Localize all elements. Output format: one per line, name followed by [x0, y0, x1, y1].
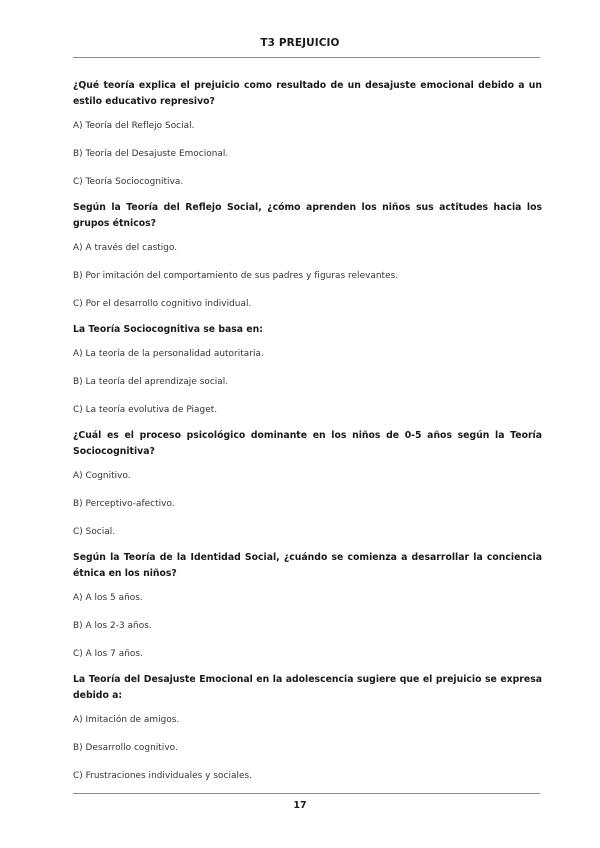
answer-option: A) Imitación de amigos.: [73, 715, 180, 725]
question-list: [73, 78, 542, 794]
answer-option: A) Cognitivo.: [73, 471, 131, 481]
question-text: Según la Teoría del Reflejo Social, ¿cómo aprenden los niños sus actitudes hacia los grupos étnicos?: [73, 202, 542, 229]
question-block: [73, 428, 542, 538]
answer-option: A) A los 5 años.: [73, 593, 143, 603]
answer-option: C) Teoría Sociocognitiva.: [73, 177, 184, 187]
header-divider: [73, 57, 540, 58]
question-block: [73, 550, 542, 660]
answer-option: C) Frustraciones individuales y sociales.: [73, 771, 253, 781]
answer-option: C) A los 7 años.: [73, 649, 143, 659]
answer-option: C) La teoría evolutiva de Piaget.: [73, 405, 218, 415]
question-text: Según la Teoría de la Identidad Social, ¿cuándo se comienza a desarrollar la conciencia étnica en los niños?: [73, 552, 542, 579]
question-text: La Teoría Sociocognitiva se basa en:: [73, 324, 263, 335]
answer-option: C) Social.: [73, 527, 116, 537]
footer-divider: [73, 793, 540, 794]
page-header-title: T3 PREJUICIO: [260, 37, 340, 49]
answer-option: C) Por el desarrollo cognitivo individual.: [73, 299, 252, 309]
question-text: ¿Cuál es el proceso psicológico dominante en los niños de 0-5 años según la Teoría Sociocognitiva?: [73, 430, 542, 457]
answer-option: B) Perceptivo-afectivo.: [73, 499, 175, 509]
answer-option: A) A través del castigo.: [73, 243, 178, 253]
answer-option: B) A los 2-3 años.: [73, 621, 152, 631]
answer-option: B) Teoría del Desajuste Emocional.: [73, 149, 229, 159]
answer-option: B) La teoría del aprendizaje social.: [73, 377, 229, 387]
answer-option: B) Desarrollo cognitivo.: [73, 743, 178, 753]
question-text: La Teoría del Desajuste Emocional en la adolescencia sugiere que el prejuicio se expresa debido a:: [73, 674, 542, 701]
answer-option: A) La teoría de la personalidad autoritaria.: [73, 349, 264, 359]
question-block: [73, 672, 542, 782]
answer-option: B) Por imitación del comportamiento de sus padres y figuras relevantes.: [73, 271, 399, 281]
answer-option: A) Teoría del Reflejo Social.: [73, 121, 195, 131]
question-block: [73, 78, 542, 188]
question-text: ¿Qué teoría explica el prejuicio como resultado de un desajuste emocional debido a un estilo educativo represivo?: [73, 80, 542, 107]
question-block: [73, 200, 542, 310]
page-number: 17: [293, 800, 307, 811]
question-block: [73, 322, 542, 416]
